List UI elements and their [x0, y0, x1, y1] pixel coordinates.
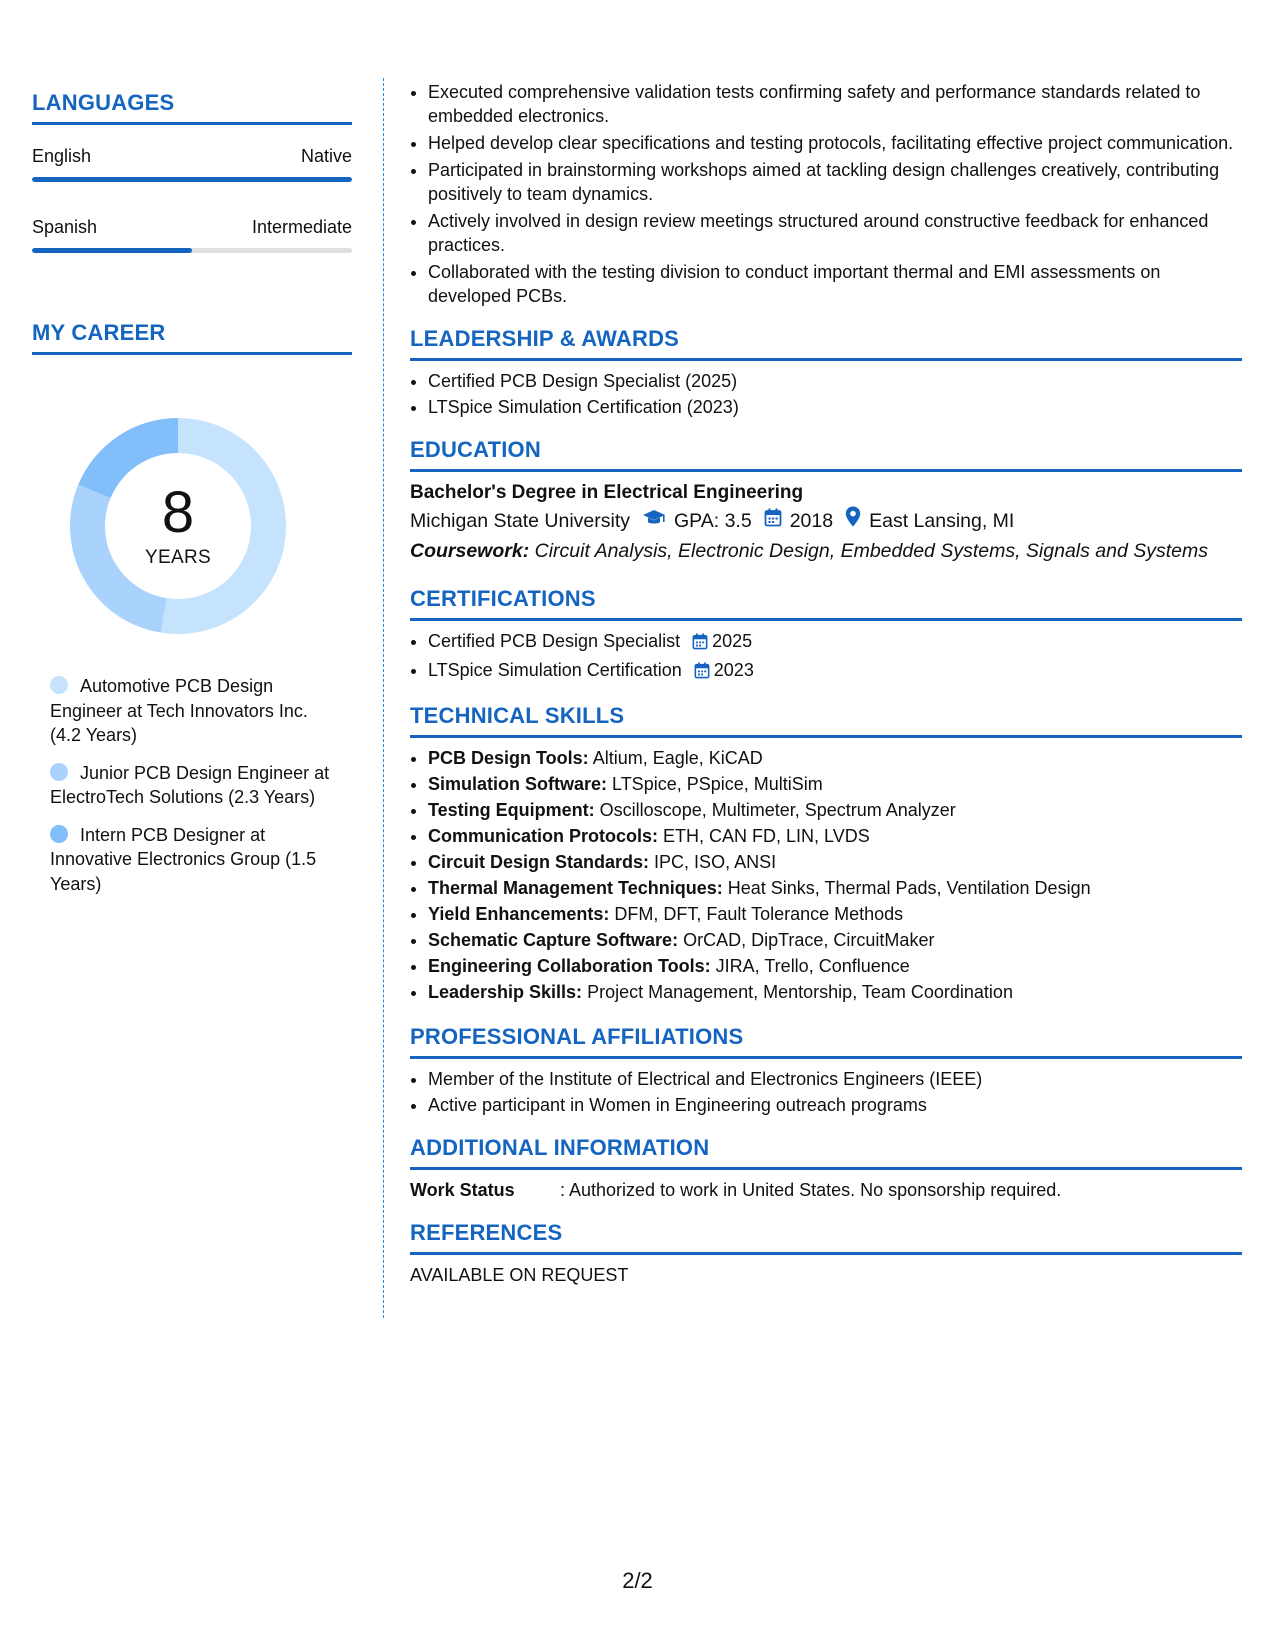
skill-value: IPC, ISO, ANSI	[649, 852, 777, 872]
skill-label: Thermal Management Techniques:	[428, 878, 723, 898]
education-details	[410, 506, 1242, 536]
career-legend-item	[50, 823, 340, 897]
experience-bullets	[410, 80, 1242, 308]
list-item: • Certified PCB Design Specialist (2025)	[428, 369, 1242, 393]
language-item-english	[32, 145, 352, 182]
skill-value: Altium, Eagle, KiCAD	[588, 748, 763, 768]
legend-dot-icon	[50, 825, 68, 843]
education-coursework	[410, 536, 1242, 566]
legend-dot-icon	[50, 763, 68, 781]
career-donut-center	[66, 414, 290, 638]
list-item: • Participated in brainstorming workshops aimed at tackling design challenges creatively, contributing positively to team dynamics.	[428, 158, 1242, 206]
calendar-icon	[694, 661, 710, 685]
language-name: English	[32, 146, 92, 166]
skill-label: Engineering Collaboration Tools:	[428, 956, 711, 976]
list-item: • Member of the Institute of Electrical and Electronics Engineers (IEEE)	[428, 1067, 1242, 1091]
career-legend-text: Automotive PCB Design Engineer at Tech Innovators Inc. (4.2 Years)	[50, 676, 308, 745]
career-legend-item	[50, 674, 340, 748]
education-degree: Bachelor's Degree in Electrical Engineering	[410, 482, 804, 503]
calendar-icon	[764, 506, 782, 536]
list-item: • Executed comprehensive validation tests confirming safety and performance standards related to embedded electronics.	[428, 80, 1242, 128]
certifications-list	[410, 629, 1242, 685]
language-proficiency-fill	[32, 248, 192, 253]
list-item	[428, 980, 1242, 1004]
list-item: • LTSpice Simulation Certification (2023)	[428, 395, 1242, 419]
list-item	[428, 658, 1242, 685]
career-legend-item	[50, 761, 340, 810]
certification-name: Certified PCB Design Specialist	[428, 631, 681, 651]
affiliations-list	[410, 1067, 1242, 1117]
list-item	[428, 629, 1242, 656]
affiliations-title: PROFESSIONAL AFFILIATIONS	[410, 1024, 1242, 1059]
education-gpa: GPA: 3.5	[674, 510, 752, 532]
education-entry	[410, 480, 1242, 566]
skill-label: Schematic Capture Software:	[428, 930, 679, 950]
language-proficiency-fill	[32, 177, 352, 182]
work-status-value: : Authorized to work in United States. No sponsorship required.	[560, 1180, 1062, 1200]
career-section	[32, 320, 352, 355]
graduation-cap-icon	[642, 506, 666, 536]
list-item: • Active participant in Women in Engineering outreach programs	[428, 1093, 1242, 1117]
list-item: • Actively involved in design review meetings structured around constructive feedback for enhanced practices.	[428, 209, 1242, 257]
skill-value: LTSpice, PSpice, MultiSim	[607, 774, 823, 794]
calendar-icon	[692, 632, 708, 656]
list-item	[428, 902, 1242, 926]
language-item-spanish	[32, 216, 352, 253]
list-item	[428, 850, 1242, 874]
skill-label: Simulation Software:	[428, 774, 608, 794]
skill-value: Heat Sinks, Thermal Pads, Ventilation Design	[722, 878, 1091, 898]
skill-value: OrCAD, DipTrace, CircuitMaker	[678, 930, 935, 950]
career-total-years: 8	[161, 480, 195, 545]
career-total-unit: YEARS	[145, 547, 211, 568]
skill-value: Project Management, Mentorship, Team Coordination	[582, 982, 1013, 1002]
list-item	[428, 876, 1242, 900]
education-title: EDUCATION	[410, 437, 1242, 472]
skill-label: Yield Enhancements:	[428, 904, 610, 924]
language-proficiency-bar	[32, 177, 352, 182]
list-item: • Helped develop clear specifications and testing protocols, facilitating effective project communication.	[428, 131, 1242, 155]
list-item: • Collaborated with the testing division to conduct important thermal and EMI assessments on developed PCBs.	[428, 260, 1242, 308]
language-level: Native	[300, 146, 352, 166]
career-legend	[50, 674, 340, 909]
skills-title: TECHNICAL SKILLS	[410, 703, 1242, 738]
skill-label: PCB Design Tools:	[428, 748, 589, 768]
language-proficiency-bar	[32, 248, 352, 253]
certification-year: 2025	[712, 631, 753, 651]
career-legend-text: Intern PCB Designer at Innovative Electronics Group (1.5 Years)	[50, 824, 317, 894]
list-item	[428, 798, 1242, 822]
references-title: REFERENCES	[410, 1220, 1242, 1255]
list-item	[428, 772, 1242, 796]
skill-value: Oscilloscope, Multimeter, Spectrum Analyzer	[594, 800, 956, 820]
work-status-label: Work Status	[410, 1180, 515, 1200]
skills-list	[410, 746, 1242, 1004]
list-item	[428, 746, 1242, 770]
skill-label: Leadership Skills:	[428, 982, 583, 1002]
leadership-list	[410, 369, 1242, 419]
skill-label: Testing Equipment:	[428, 800, 595, 820]
certifications-title: CERTIFICATIONS	[410, 586, 1242, 621]
career-title: MY CAREER	[32, 320, 352, 355]
language-name: Spanish	[32, 217, 98, 237]
language-level: Intermediate	[251, 217, 352, 237]
list-item	[428, 954, 1242, 978]
leadership-title: LEADERSHIP & AWARDS	[410, 326, 1242, 361]
career-legend-text: Junior PCB Design Engineer at ElectroTech Solutions (2.3 Years)	[50, 762, 330, 807]
additional-info-title: ADDITIONAL INFORMATION	[410, 1135, 1242, 1170]
languages-title: LANGUAGES	[32, 90, 352, 125]
legend-dot-icon	[50, 676, 68, 694]
languages-section	[32, 90, 352, 253]
certification-name: LTSpice Simulation Certification	[428, 660, 682, 680]
coursework-label: Coursework:	[410, 540, 530, 562]
column-divider	[383, 78, 384, 1318]
skill-value: DFM, DFT, Fault Tolerance Methods	[609, 904, 904, 924]
skill-label: Communication Protocols:	[428, 826, 659, 846]
education-location: East Lansing, MI	[869, 510, 1015, 532]
page-number: 2/2	[622, 1568, 653, 1593]
certification-year: 2023	[713, 660, 754, 680]
career-donut-chart	[66, 414, 290, 638]
location-pin-icon	[845, 506, 861, 536]
skill-value: ETH, CAN FD, LIN, LVDS	[658, 826, 870, 846]
coursework-list: Circuit Analysis, Electronic Design, Embedded Systems, Signals and Systems	[529, 540, 1209, 562]
list-item	[428, 928, 1242, 952]
right-column	[410, 80, 1242, 1287]
education-year: 2018	[789, 510, 834, 532]
education-school: Michigan State University	[410, 510, 631, 532]
work-status-row	[410, 1178, 1242, 1202]
references-text: AVAILABLE ON REQUEST	[410, 1265, 629, 1285]
list-item	[428, 824, 1242, 848]
skill-value: JIRA, Trello, Confluence	[710, 956, 910, 976]
skill-label: Circuit Design Standards:	[428, 852, 650, 872]
